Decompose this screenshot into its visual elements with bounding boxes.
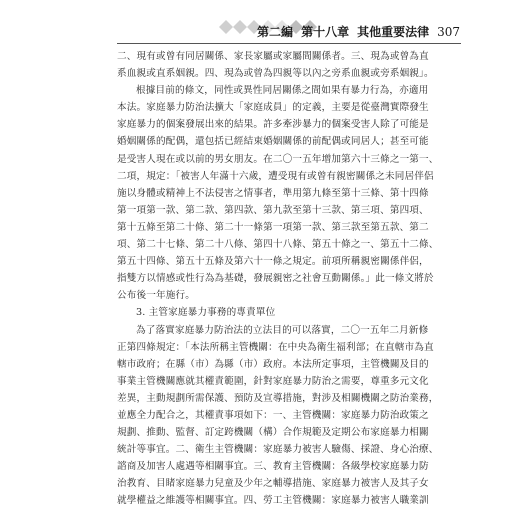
text-line: 事業主管機關應就其權責範圍，針對家庭暴力防治之需要，尊重多元文化 (117, 375, 429, 387)
paragraph-start: 為了落實家庭暴力防治法的立法目的可以落實，二〇一五年二月新修 (136, 324, 429, 336)
text-line: 家庭暴力的個案發展出來的結果。許多牽涉暴力的個案受害人除了可能是 (117, 119, 429, 131)
text-line: 二、現有或曾有同居關係、家長家屬或家屬間關係者。三、現為或曾為直 (117, 51, 429, 62)
text-line: 施以身體或精神上不法侵害之情事者，準用第九條至第十三條、第十四條 (117, 187, 429, 199)
header-rule (117, 43, 461, 44)
header-title: 其他重要法律 (357, 25, 430, 39)
text-line: 本法。家庭暴力防治法擴大「家庭成員」的定義，主要是從臺灣實際發生 (117, 102, 429, 114)
text-line: 並應全力配合之，其權責事項如下：一、主管機關：家庭暴力防治政策之 (117, 409, 429, 421)
text-line: 公布後一年施行。 (117, 290, 195, 302)
text-line: 正第四條規定：「本法所稱主管機關：在中央為衛生福利部；在直轄市為直 (117, 341, 434, 353)
text-line: 諮商及加害人處遇等相關事宜。三、教育主管機關：各級學校家庭暴力防 (117, 461, 429, 473)
text-line: 差異，主動規劃所需保護、預防及宣導措施，對涉及相關機關之防治業務， (117, 392, 439, 404)
text-line: 轄市政府；在縣（市）為縣（市）政府。本法所定事項，主管機關及目的 (117, 358, 429, 370)
text-line: 指雙方以情感或性行為為基礎，發展親密之社會互動關係。」此一條文將於 (117, 273, 434, 285)
header-part: 第二編 (257, 25, 294, 39)
text-line: 規劃、推動、監督、訂定跨機關（構）合作規範及定期公布家庭暴力相關 (117, 427, 429, 439)
text-line: 婚姻關係的配偶，還包括已經結束婚姻關係的前配偶或同居人；甚至可能 (117, 136, 429, 148)
paragraph-start: 根據目前的條文，同性或異性同居關係之間如果有暴力行為，亦適用 (136, 85, 429, 97)
text-line: 項、第二十七條、第二十八條、第四十八條、第五十條之一、第五十二條、 (117, 239, 439, 251)
text-line: 第一項第一款、第二款、第四款、第九款至第十三款、第三項、第四項、 (117, 204, 429, 216)
body-text (117, 48, 463, 510)
text-line: 統計等事宜。二、衛生主管機關：家庭暴力被害人驗傷、採證、身心治療、 (117, 444, 439, 456)
text-line: 系血親或直系姻親。四、現為或曾為四親等以內之旁系血親或旁系姻親」。 (117, 68, 434, 80)
text-line: 二項，規定：「被害人年滿十六歲，遭受現有或曾有親密關係之未同居伴侶 (117, 170, 434, 182)
text-line: 第五十四條、第五十五條及第六十一條之規定。前項所稱親密關係伴侶， (117, 256, 429, 268)
page-number: 307 (437, 25, 460, 39)
text-line: 是受害人現在或以前的男女朋友。在二〇一五年增加第六十三條之一第一、 (117, 153, 439, 165)
section-heading: 3. 主管家庭暴力事務的專責單位 (136, 307, 276, 319)
text-line: 治教育、目睹家庭暴力兒童及少年之輔導措施、家庭暴力被害人及其子女 (117, 478, 429, 490)
text-line: 第十五條至第二十條、第二十一條第一項第一款、第三款至第五款、第二 (117, 221, 429, 233)
running-header (257, 23, 460, 41)
text-line: 就學權益之維護等相關事宜。四、勞工主管機關：家庭暴力被害人職業訓 (117, 495, 429, 507)
header-chapter: 第十八章 (301, 25, 350, 39)
